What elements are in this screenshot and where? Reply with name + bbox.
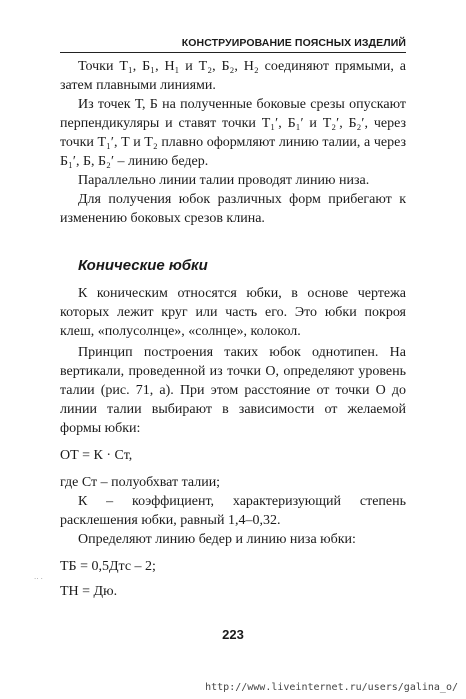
formula: ТБ = 0,5Дтс – 2; [60,559,156,574]
section-text-block [60,284,406,601]
paragraph: К коническим относятся юбки, в основе чертежа которых лежит круг или часть его. Это юбки покроя клеш, «полусолнце», «солнце», колокол. [60,286,406,339]
paragraph: Из точек Т, Б на полученные боковые срезы опускают перпендикуляры и ставят точки Т₁′, Б₁′ и Т₂′, Б₂′, через точки Т₁′, Т и Т₂ плавно оформляют линию талии, а через Б₁′, Б, Б₂′ – линию бедер. [60,97,406,169]
margin-mark: .. . [34,572,43,581]
paragraph: Параллельно линии талии проводят линию низа. [78,173,370,188]
paragraph: К – коэффициент, характеризующий степень расклешения юбки, равный 1,4–0,32. [60,494,406,528]
page-number: 223 [222,627,244,642]
paragraph: где Ст – полуобхват талии; [60,475,221,490]
formula: ТН = Дю. [60,584,118,599]
paragraph: Для получения юбок различных форм прибегают к изменению боковых срезов клина. [60,192,406,226]
formula: ОТ = К · Ст, [60,448,133,463]
top-text-block [60,57,406,228]
section-heading: Конические юбки [78,257,208,274]
footer-url: http://www.liveinternet.ru/users/galina_o/ [205,682,458,693]
header-rule [60,52,406,53]
paragraph: Точки Т₁, Б₁, Н₁ и Т₂, Б₂, Н₂ соединяют прямыми, а затем плавными линиями. [60,59,406,93]
paragraph: Определяют линию бедер и линию низа юбки: [78,532,356,547]
running-title: КОНСТРУИРОВАНИЕ ПОЯСНЫХ ИЗДЕЛИЙ [181,37,406,49]
paragraph: Принцип построения таких юбок однотипен. На вертикали, проведенной из точки О, определяют уровень талии (рис. 71, а). При этом расстояние от точки О до линии талии выбирают в зависимости от желаемой формы юбки: [60,345,406,436]
